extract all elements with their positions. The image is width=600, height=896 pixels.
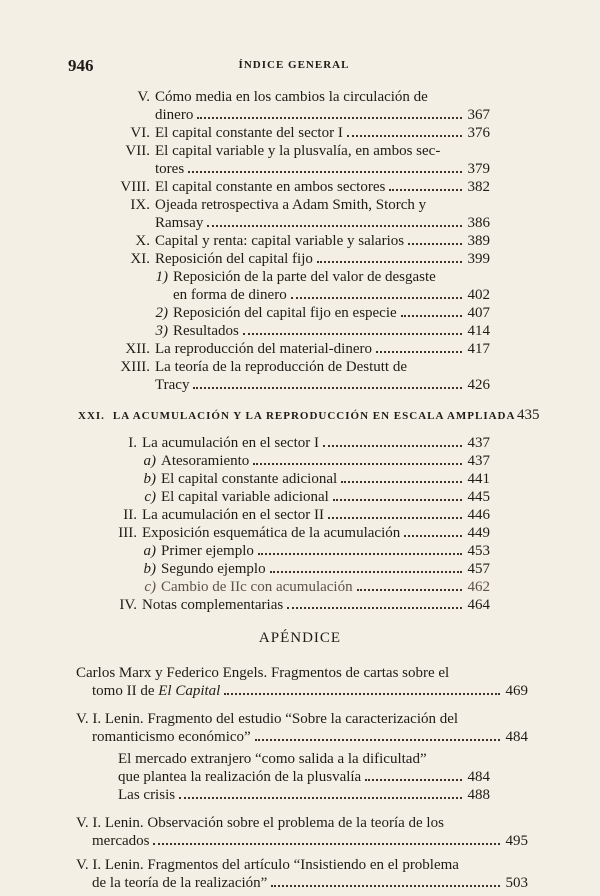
entry-title: Reposición de la parte del valor de desgaste xyxy=(173,269,436,285)
toc-entry xyxy=(110,232,490,250)
toc-entry xyxy=(110,596,490,614)
toc-entry xyxy=(110,196,490,214)
entry-title: Carlos Marx y Federico Engels. Fragmentos de cartas sobre el xyxy=(76,665,450,681)
toc-entry xyxy=(110,124,490,142)
toc-subentry xyxy=(150,268,490,286)
entry-title: V. I. Lenin. Observación sobre el problema de la teoría de los xyxy=(76,815,444,831)
toc-entry-continuation xyxy=(155,376,490,394)
entry-title: Resultados xyxy=(173,323,239,339)
page-number: 946 xyxy=(68,56,94,75)
entry-page: 441 xyxy=(467,471,490,487)
entry-title: Capital y renta: capital variable y salarios xyxy=(155,233,405,249)
leader-dots xyxy=(357,588,462,591)
entry-page: 503 xyxy=(505,875,528,891)
entry-title: Reposición del capital fijo xyxy=(155,251,313,267)
entry-number: XII. xyxy=(125,341,150,357)
leader-dots xyxy=(255,738,500,741)
leader-dots xyxy=(179,796,462,799)
leader-dots xyxy=(207,224,462,227)
leader-dots xyxy=(287,606,462,609)
entry-page: 399 xyxy=(467,251,490,267)
leader-dots xyxy=(333,498,462,501)
entry-number: c) xyxy=(144,579,156,595)
toc-entry xyxy=(110,178,490,196)
entry-title: El capital constante en ambos sectores xyxy=(155,179,386,195)
entry-page: 464 xyxy=(467,597,490,613)
entry-number: IX. xyxy=(130,197,150,213)
entry-page: 457 xyxy=(467,561,490,577)
entry-title: Primer ejemplo xyxy=(161,543,254,559)
leader-dots xyxy=(224,692,500,695)
entry-title: Atesoramiento xyxy=(161,453,250,469)
entry-page: 367 xyxy=(467,107,490,123)
toc-entry-continuation xyxy=(155,160,490,178)
entry-number: VII. xyxy=(125,143,150,159)
appendix-entry xyxy=(76,856,528,874)
entry-page: 407 xyxy=(467,305,490,321)
toc-subentry xyxy=(138,560,490,578)
chapter-page: 435 xyxy=(516,407,540,423)
entry-number: b) xyxy=(143,471,156,487)
entry-page: 376 xyxy=(467,125,490,141)
entry-page: 437 xyxy=(467,453,490,469)
appendix-subentry xyxy=(118,750,490,768)
appendix-title: APÉNDICE xyxy=(258,630,342,646)
leader-dots xyxy=(341,480,462,483)
entry-title: Cambio de IIc con acumulación xyxy=(161,579,353,595)
leader-dots xyxy=(328,516,462,519)
leader-dots xyxy=(270,570,462,573)
entry-title-cont: que plantea la realización de la plusvalía xyxy=(118,769,362,785)
entry-page: 414 xyxy=(467,323,490,339)
toc-subentry xyxy=(150,304,490,322)
entry-number: 3) xyxy=(155,323,168,339)
toc-entry xyxy=(110,340,490,358)
entry-number: XI. xyxy=(130,251,150,267)
toc-subentry xyxy=(138,578,490,596)
appendix-entry-continuation xyxy=(92,832,528,850)
toc-subentry xyxy=(138,542,490,560)
entry-number: VIII. xyxy=(120,179,150,195)
entry-title: Cómo media en los cambios la circulación de xyxy=(155,89,428,105)
entry-number: 2) xyxy=(155,305,168,321)
appendix-subentry-continuation xyxy=(118,768,490,786)
entry-title-cont: de la teoría de la realización” xyxy=(92,875,268,891)
toc-entry xyxy=(110,506,490,524)
entry-title: Reposición del capital fijo en especie xyxy=(173,305,397,321)
entry-number: a) xyxy=(143,453,156,469)
leader-dots xyxy=(376,350,462,353)
leader-dots xyxy=(258,552,462,555)
entry-title-cont xyxy=(92,682,220,700)
entry-title: Notas complementarias xyxy=(142,597,284,613)
entry-page: 484 xyxy=(505,729,528,745)
entry-title-cont: Tracy xyxy=(155,377,190,393)
leader-dots xyxy=(347,134,462,137)
entry-page: 437 xyxy=(467,435,490,451)
leader-dots xyxy=(389,188,462,191)
entry-number: VI. xyxy=(130,125,150,141)
entry-number: X. xyxy=(135,233,150,249)
entry-title: La reproducción del material-dinero xyxy=(155,341,372,357)
entry-page: 386 xyxy=(467,215,490,231)
entry-page: 389 xyxy=(467,233,490,249)
toc-entry xyxy=(110,250,490,268)
entry-title: Segundo ejemplo xyxy=(161,561,266,577)
toc-subentry xyxy=(138,488,490,506)
entry-title: V. I. Lenin. Fragmento del estudio “Sobre la caracterización del xyxy=(76,711,459,727)
entry-title: El capital constante del sector I xyxy=(155,125,343,141)
leader-dots xyxy=(317,260,462,263)
entry-title-cont: Ramsay xyxy=(155,215,204,231)
chapter-number: XXI. xyxy=(78,410,105,422)
entry-number: IV. xyxy=(119,597,137,613)
leader-dots xyxy=(188,170,462,173)
leader-dots xyxy=(153,842,500,845)
entry-page: 402 xyxy=(467,287,490,303)
book-title: El Capital xyxy=(158,683,221,699)
toc-subentry xyxy=(150,322,490,340)
entry-title: V. I. Lenin. Fragmentos del artículo “Insistiendo en el problema xyxy=(76,857,459,873)
entry-number: III. xyxy=(118,525,137,541)
entry-page: 484 xyxy=(467,769,490,785)
leader-dots xyxy=(197,116,462,119)
appendix-entry-continuation xyxy=(92,682,528,700)
appendix-entry xyxy=(76,664,528,682)
entry-number: V. xyxy=(137,89,150,105)
entry-number: I. xyxy=(128,435,137,451)
toc-entry xyxy=(110,434,490,452)
toc-entry xyxy=(110,88,490,106)
entry-title: Las crisis xyxy=(118,787,176,803)
leader-dots xyxy=(365,778,462,781)
entry-page: 446 xyxy=(467,507,490,523)
toc-entry xyxy=(110,142,490,160)
leader-dots xyxy=(271,884,500,887)
toc-entry-continuation xyxy=(155,214,490,232)
entry-title-cont: romanticismo económico” xyxy=(92,729,251,745)
entry-title: El capital constante adicional xyxy=(161,471,338,487)
entry-title: La acumulación en el sector II xyxy=(142,507,324,523)
leader-dots xyxy=(323,444,462,447)
leader-dots xyxy=(193,386,462,389)
entry-page: 382 xyxy=(467,179,490,195)
entry-number: 1) xyxy=(155,269,168,285)
entry-title: Exposición esquemática de la acumulación xyxy=(142,525,401,541)
entry-page: 453 xyxy=(467,543,490,559)
entry-title-cont: en forma de dinero xyxy=(173,287,287,303)
entry-title: El capital variable adicional xyxy=(161,489,329,505)
entry-title-cont: tores xyxy=(155,161,185,177)
appendix-subentry xyxy=(118,786,490,804)
leader-dots xyxy=(404,534,462,537)
running-title: ÍNDICE GENERAL xyxy=(238,59,350,71)
toc-entry xyxy=(110,358,490,376)
appendix-entry-continuation xyxy=(92,874,528,892)
toc-subentry-continuation xyxy=(173,286,490,304)
entry-title: El capital variable y la plusvalía, en ambos sec- xyxy=(155,143,441,159)
toc-entry xyxy=(110,524,490,542)
entry-page: 462 xyxy=(467,579,490,595)
entry-page: 417 xyxy=(467,341,490,357)
entry-title: Ojeada retrospectiva a Adam Smith, Storch y xyxy=(155,197,427,213)
entry-number: c) xyxy=(144,489,156,505)
entry-title-cont: mercados xyxy=(92,833,150,849)
entry-number: b) xyxy=(143,561,156,577)
page-header xyxy=(68,56,520,76)
chapter-title: LA ACUMULACIÓN Y LA REPRODUCCIÓN EN ESCALA AMPLIADA xyxy=(112,410,516,422)
entry-title: La acumulación en el sector I xyxy=(142,435,319,451)
entry-number: II. xyxy=(123,507,137,523)
entry-title-cont: dinero xyxy=(155,107,194,123)
toc-subentry xyxy=(138,470,490,488)
toc-subentry xyxy=(138,452,490,470)
entry-number: XIII. xyxy=(120,359,150,375)
entry-number: a) xyxy=(143,543,156,559)
leader-dots xyxy=(408,242,462,245)
toc-entry-continuation xyxy=(155,106,490,124)
leader-dots xyxy=(253,462,462,465)
entry-page: 445 xyxy=(467,489,490,505)
entry-title-prefix: tomo II de xyxy=(92,683,159,699)
entry-page: 495 xyxy=(505,833,528,849)
entry-page: 469 xyxy=(505,683,528,699)
appendix-entry xyxy=(76,814,528,832)
entry-page: 449 xyxy=(467,525,490,541)
entry-title: La teoría de la reproducción de Destutt de xyxy=(155,359,407,375)
appendix-entry xyxy=(76,710,528,728)
entry-title: El mercado extranjero “como salida a la dificultad” xyxy=(118,751,427,767)
entry-page: 379 xyxy=(467,161,490,177)
leader-dots xyxy=(291,296,462,299)
chapter-heading xyxy=(78,406,540,425)
entry-page: 488 xyxy=(467,787,490,803)
entry-page: 426 xyxy=(467,377,490,393)
leader-dots xyxy=(243,332,462,335)
leader-dots xyxy=(401,314,462,317)
appendix-entry-continuation xyxy=(92,728,528,746)
